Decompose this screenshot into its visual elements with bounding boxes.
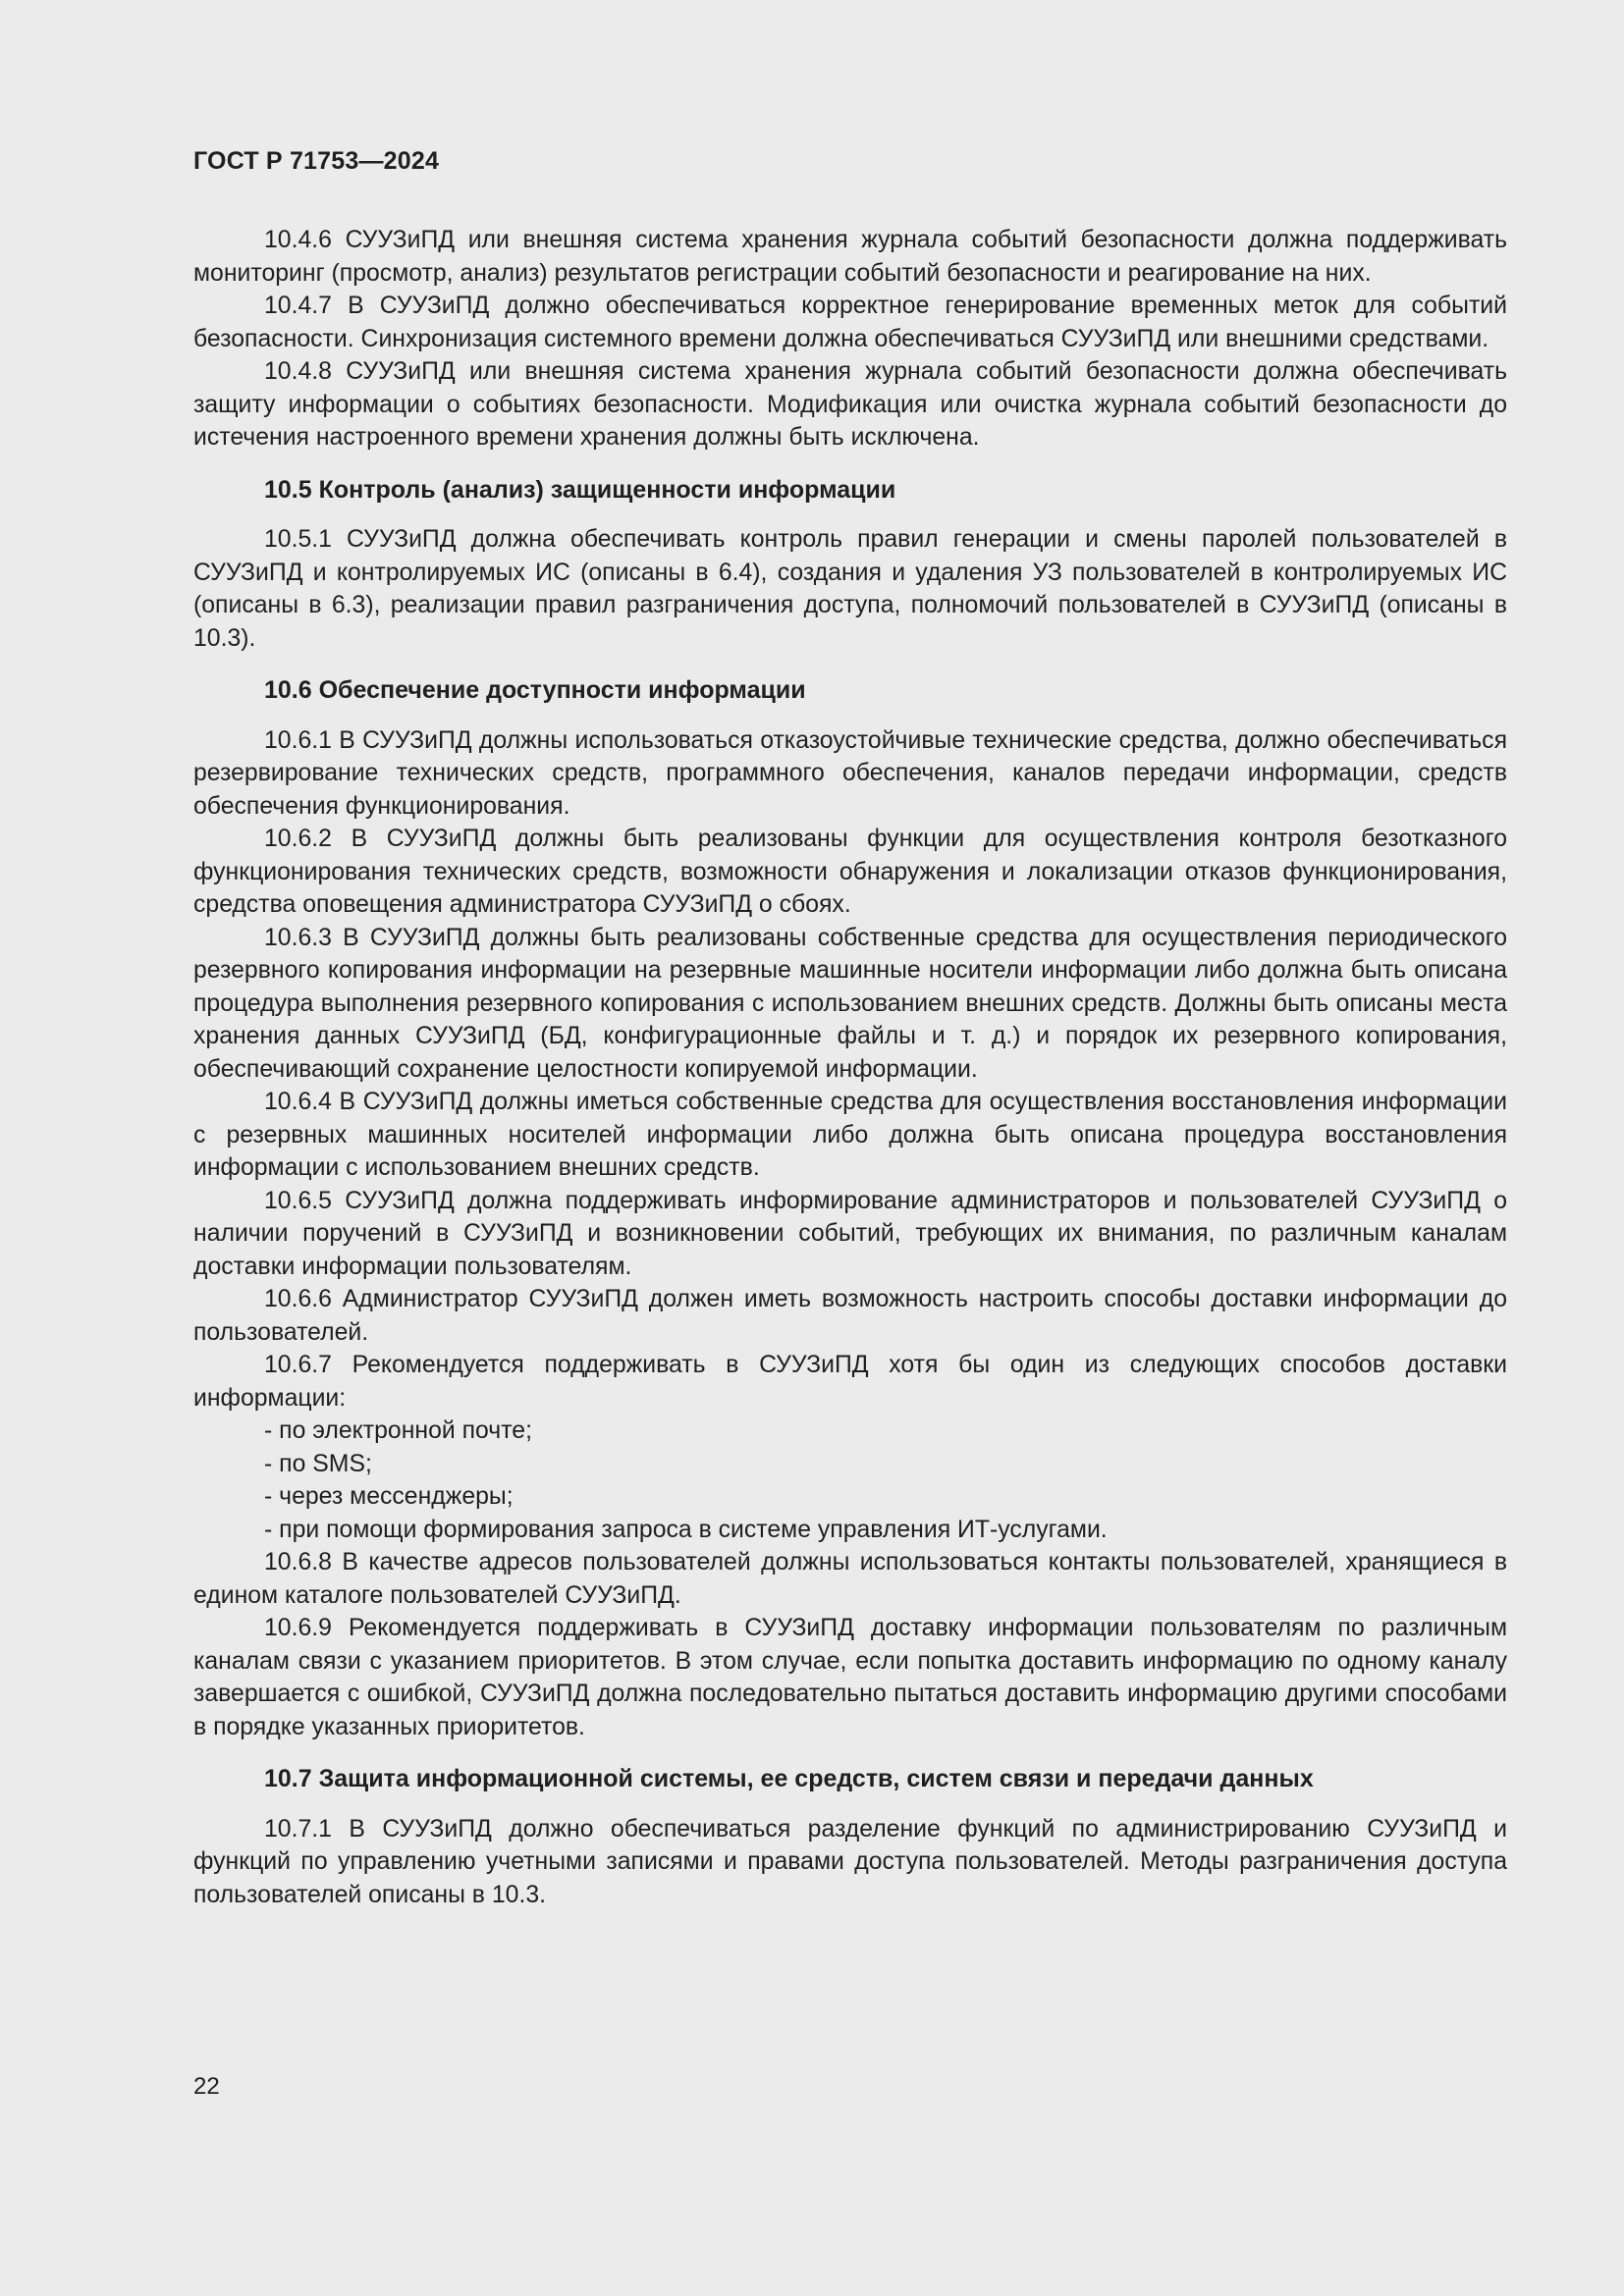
paragraph-10-4-8: 10.4.8 СУУЗиПД или внешняя система хранения журнала событий безопасности должна обеспечивать защиту информации о событиях безопасности. Модификация или очистка журнала событий безопасности до истечения настроенного времени хранения должны быть исключена. xyxy=(193,358,1507,451)
paragraph-10-4-6: 10.4.6 СУУЗиПД или внешняя система хранения журнала событий безопасности должна поддерживать мониторинг (просмотр, анализ) результатов регистрации событий безопасности и реагирование на них. xyxy=(193,227,1507,287)
page-number: 22 xyxy=(193,2073,220,2100)
section-heading-10-5: 10.5 Контроль (анализ) защищенности информации xyxy=(264,475,896,504)
document-body xyxy=(193,224,1507,1911)
section-heading-10-6: 10.6 Обеспечение доступности информации xyxy=(264,676,806,704)
paragraph-10-6-3: 10.6.3 В СУУЗиПД должны быть реализованы собственные средства для осуществления периодического резервного копирования информации на резервные машинные носители информации либо должна быть описана процедура выполнения резервного копирования с использованием внешних средств. Должны быть описаны места хранения данных СУУЗиПД (БД, конфигурационные файлы и т. д.) и порядок их резервного копирования, обеспечивающий сохранение целостности копируемой информации. xyxy=(193,924,1507,1083)
paragraph-10-6-1: 10.6.1 В СУУЗиПД должны использоваться отказоустойчивые технические средства, должно обеспечиваться резервирование технических средств, программного обеспечения, каналов передачи информации, средств обеспечения функционирования. xyxy=(193,726,1507,820)
list-item: - по SMS; xyxy=(264,1450,372,1477)
section-heading-10-7: 10.7 Защита информационной системы, ее средств, систем связи и передачи данных xyxy=(264,1765,1314,1792)
paragraph-10-6-8: 10.6.8 В качестве адресов пользователей должны использоваться контакты пользователей, хранящиеся в едином каталоге пользователей СУУЗиПД. xyxy=(193,1549,1507,1609)
paragraph-10-6-9: 10.6.9 Рекомендуется поддерживать в СУУЗиПД доставку информации пользователям по различным каналам связи с указанием приоритетов. В этом случае, если попытка доставить информацию по одному каналу завершается с ошибкой, СУУЗиПД должна последовательно пытаться доставить информацию другими способами в порядке указанных приоритетов. xyxy=(193,1615,1507,1740)
paragraph-10-6-2: 10.6.2 В СУУЗиПД должны быть реализованы функции для осуществления контроля безотказного функционирования технических средств, возможности обнаружения и локализации отказов функционирования, средства оповещения администратора СУУЗиПД о сбоях. xyxy=(193,826,1507,918)
paragraph-10-6-6: 10.6.6 Администратор СУУЗиПД должен иметь возможность настроить способы доставки информации до пользователей. xyxy=(193,1286,1507,1346)
document-header: ГОСТ Р 71753—2024 xyxy=(193,147,440,175)
paragraph-10-7-1: 10.7.1 В СУУЗиПД должно обеспечиваться разделение функций по администрированию СУУЗиПД и функций по управлению учетными записями и правами доступа пользователей. Методы разграничения доступа пользователей описаны в 10.3. xyxy=(193,1815,1507,1908)
paragraph-10-6-4: 10.6.4 В СУУЗиПД должны иметься собственные средства для осуществления восстановления информации с резервных машинных носителей информации либо должна быть описана процедура восстановления информации с использованием внешних средств. xyxy=(193,1089,1507,1181)
paragraph-10-5-1: 10.5.1 СУУЗиПД должна обеспечивать контроль правил генерации и смены паролей пользователей в СУУЗиПД и контролируемых ИС (описаны в 6.4), создания и удаления УЗ пользователей в контролируемых ИС (описаны в 6.3), реализации правил разграничения доступа, полномочий пользователей в СУУЗиПД (описаны в 10.3). xyxy=(193,526,1507,652)
paragraph-10-6-7: 10.6.7 Рекомендуется поддерживать в СУУЗиПД хотя бы один из следующих способов доставки информации: xyxy=(193,1352,1507,1412)
list-item: - по электронной почте; xyxy=(264,1417,532,1444)
list-item: - при помощи формирования запроса в системе управления ИТ-услугами. xyxy=(264,1516,1108,1543)
paragraph-10-4-7: 10.4.7 В СУУЗиПД должно обеспечиваться корректное генерирование временных меток для событий безопасности. Синхронизация системного времени должна обеспечиваться СУУЗиПД или внешними средствами. xyxy=(193,293,1507,352)
paragraph-10-6-5: 10.6.5 СУУЗиПД должна поддерживать информирование администраторов и пользователей СУУЗиПД о наличии поручений в СУУЗиПД и возникновении событий, требующих их внимания, по различным каналам доставки информации пользователям. xyxy=(193,1187,1507,1280)
list-item: - через мессенджеры; xyxy=(264,1483,514,1510)
